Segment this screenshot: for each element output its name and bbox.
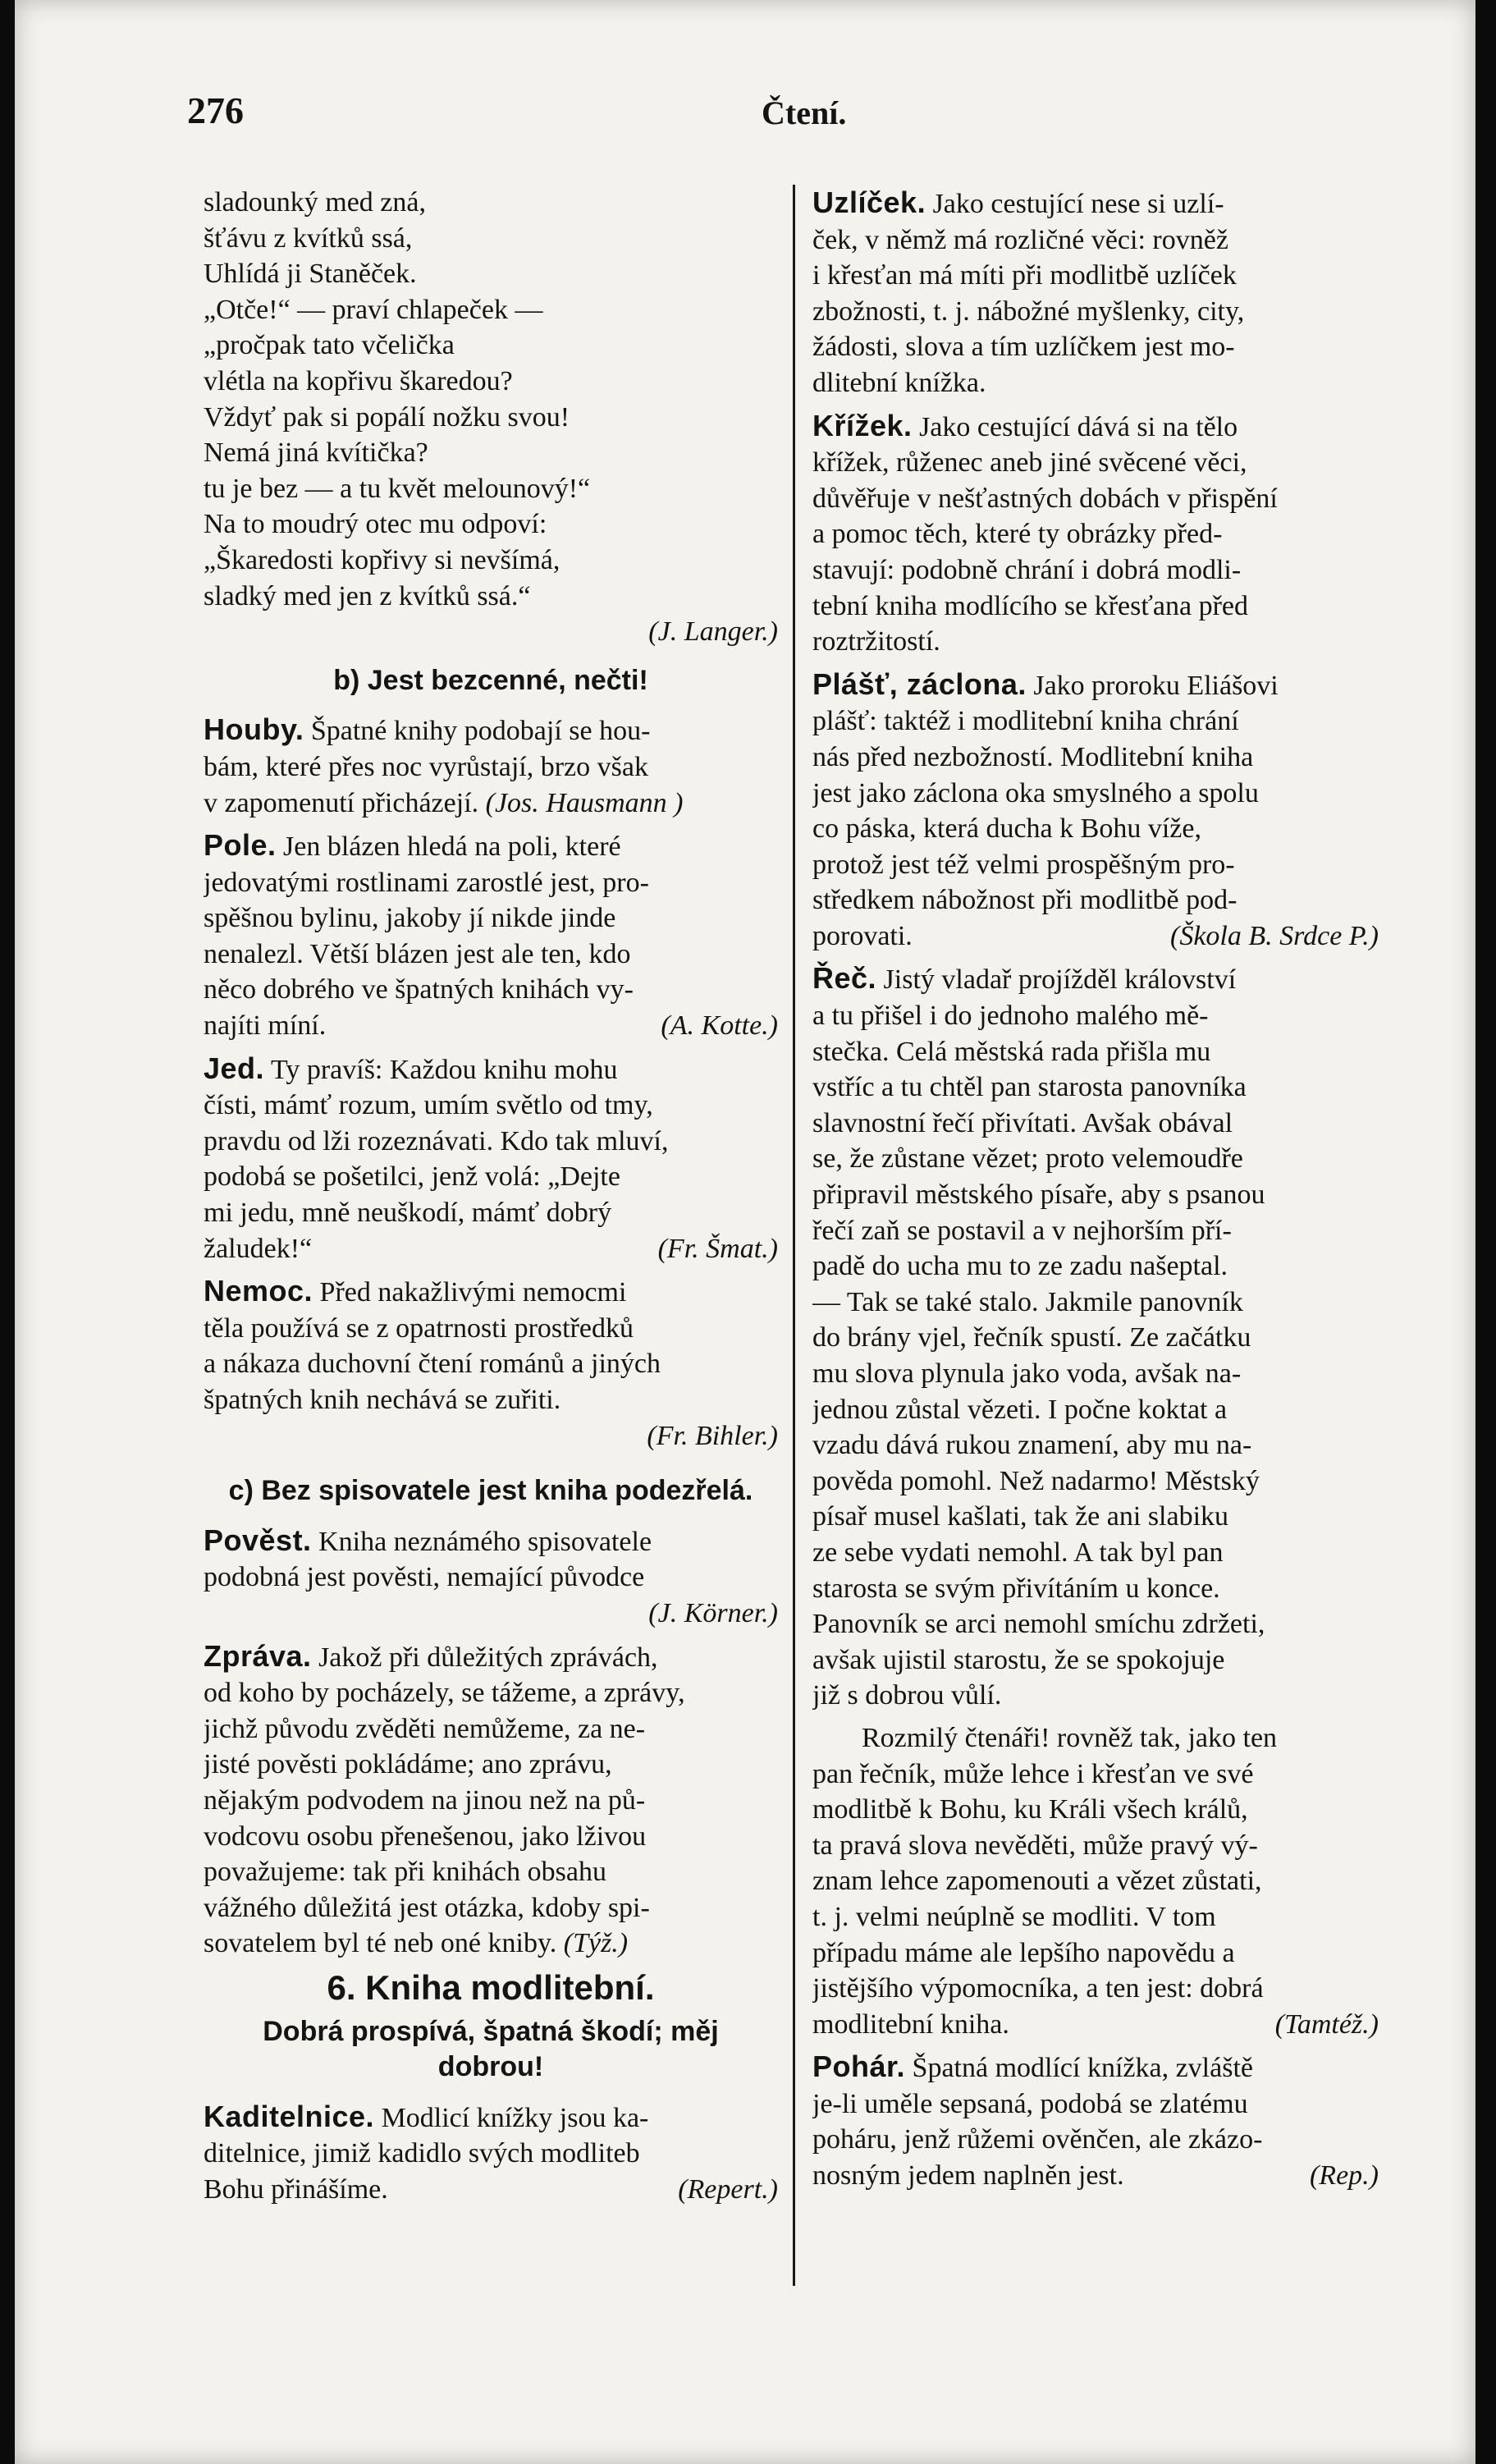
entry-keyword: Jed.	[204, 1051, 265, 1085]
entry-text: jistějšího výpomocníka, a ten jest: dobrá	[812, 1973, 1264, 2004]
entry-text: Jako cestující nese si uzlí-	[932, 189, 1224, 219]
entry-text: bám, které přes noc vyrůstají, brzo však	[204, 751, 648, 782]
entry-text: ditelnice, jimiž kadidlo svých modliteb	[204, 2138, 640, 2169]
entry-text: vstříc a tu chtěl pan starosta panovníka	[812, 1072, 1247, 1103]
citation: (J. Langer.)	[648, 616, 778, 648]
entry-text: čísti, mámť rozum, umím světlo od tmy,	[204, 1090, 653, 1121]
entry-keyword: Nemoc.	[204, 1274, 313, 1308]
citation: (Tamtéž.)	[1274, 2008, 1379, 2040]
entry-text: jest jako záclona oka smyslného a spolu	[812, 777, 1259, 808]
entry-text: Rozmilý čtenáři! rovněž tak, jako ten	[862, 1722, 1278, 1753]
entry-text: protož jest též velmi prospěšným pro-	[812, 849, 1235, 880]
entry-text: se, že zůstane vězet; proto velemoudře	[812, 1143, 1243, 1175]
entry-pohar	[812, 2049, 1379, 2193]
column-divider	[793, 185, 795, 2286]
entry-text: Jako cestující dává si na tělo	[919, 411, 1238, 442]
entry-keyword: Houby.	[204, 712, 304, 747]
entry-text: něco dobrého ve špatných knihách vy-	[204, 974, 634, 1005]
entry-text: vzadu dává rukou znamení, aby mu na-	[812, 1430, 1252, 1461]
entry-text: Ty pravíš: Každou knihu mohu	[270, 1054, 618, 1085]
entry-text: mi jedu, mně neuškodí, mámť dobrý	[204, 1198, 612, 1229]
entry-text: Panovník se arci nemohl smíchu zdržeti,	[812, 1609, 1265, 1640]
entry-text: a nákaza duchovní čtení románů a jiných	[204, 1349, 661, 1380]
entry-text: a tu přišel i do jednoho malého mě-	[812, 1001, 1209, 1032]
entry-text: dlitební knížka.	[812, 367, 986, 398]
entry-text: Bohu přinášíme.	[204, 2173, 388, 2205]
entry-zprava	[204, 1638, 778, 1962]
entry-text: jedovatými rostlinami zarostlé jest, pro-	[204, 867, 649, 898]
entry-text: písař musel kašlati, tak že ani slabiku	[812, 1501, 1229, 1532]
entry-text: případu máme ale lepšího napovědu a	[812, 1937, 1235, 1968]
entry-pole	[204, 827, 778, 1044]
entry-text: ze sebe vydati nemohl. A tak byl pan	[812, 1537, 1224, 1568]
entry-text: Před nakažlivými nemocmi	[319, 1277, 627, 1308]
entry-keyword: Plášť, záclona.	[812, 666, 1027, 701]
entry-text: Špatná modlící knížka, zvláště	[912, 2053, 1253, 2084]
entry-keyword: Pověst.	[204, 1523, 312, 1557]
entry-text: plášť: taktéž i modlitební kniha chrání	[812, 706, 1239, 737]
entry-text: avšak ujistil starostu, že se spokojuje	[812, 1644, 1225, 1675]
entry-text: důvěřuje v nešťastných dobách v přispění	[812, 483, 1278, 514]
entry-nemoc	[204, 1273, 778, 1454]
subheading-b: b) Jest bezcenné, nečti!	[333, 664, 648, 696]
entry-text: nás před nezbožností. Modlitební kniha	[812, 741, 1254, 772]
left-column	[204, 185, 778, 2214]
entry-text: žádosti, slova a tím uzlíčkem jest mo-	[812, 332, 1235, 363]
entry-text: vážného důležitá jest otázka, kdoby spi-	[204, 1892, 650, 1923]
entry-text: považujeme: tak při knihách obsahu	[204, 1857, 606, 1888]
entry-text: od koho by pocházely, se tážeme, a zprávy,	[204, 1678, 685, 1709]
poem-line: Na to moudrý otec mu odpoví:	[204, 509, 547, 540]
entry-text: stavují: podobně chrání i dobrá modli-	[812, 554, 1242, 585]
entry-keyword: Uzlíček.	[812, 185, 926, 219]
entry-text: i křesťan má míti při modlitbě uzlíček	[812, 260, 1237, 291]
entry-text: tební kniha modlícího se křesťana před	[812, 590, 1248, 621]
poem-line: Nemá jiná kvítička?	[204, 437, 428, 469]
poem-line: Vždyť pak si popálí nožku svou!	[204, 401, 570, 433]
entry-text: sovatelem byl té neb oné kniby.	[204, 1928, 557, 1959]
entry-text: jichž původu zvěděti nemůžeme, za ne-	[204, 1713, 646, 1744]
entry-text: Kniha neznámého spisovatele	[318, 1526, 652, 1557]
book-page	[15, 0, 1475, 2464]
poem-line: „Škaredosti kopřivy si nevšímá,	[204, 544, 560, 575]
entry-text: a pomoc těch, které ty obrázky před-	[812, 519, 1223, 550]
entry-text: — Tak se také stalo. Jakmile panovník	[812, 1286, 1243, 1317]
entry-text: zbožnosti, t. j. nábožné myšlenky, city,	[812, 295, 1245, 327]
poem-line: šťávu z kvítků ssá,	[204, 222, 413, 254]
citation: (Týž.)	[563, 1928, 629, 1959]
entry-text: t. j. velmi neúplně se modliti. V tom	[812, 1901, 1216, 1932]
entry-jed	[204, 1051, 778, 1267]
entry-text: Jistý vladař projížděl království	[883, 964, 1237, 996]
poem-line: sladounký med zná,	[204, 187, 426, 218]
section-motto-line: Dobrá prospívá, špatná škodí; měj	[263, 2015, 719, 2047]
entry-text: je-li uměle sepsaná, podobá se zlatému	[812, 2088, 1248, 2119]
subheading-c: c) Bez spisovatele jest kniha podezřelá.	[228, 1475, 753, 1507]
right-column	[812, 185, 1379, 2201]
poem	[204, 185, 778, 650]
entry-keyword: Řeč.	[812, 961, 877, 996]
entry-text: připravil městského písaře, aby s psanou	[812, 1179, 1265, 1211]
entry-text: řečí zaň se postavil a v nejhorším pří-	[812, 1215, 1232, 1246]
entry-text: slavnostní řečí přivítati. Avšak obával	[812, 1107, 1233, 1138]
entry-text: pan řečník, může lehce i křesťan ve své	[812, 1758, 1254, 1789]
page-number: 276	[187, 89, 244, 131]
entry-text: padě do ucha mu to ze zadu našeptal.	[812, 1251, 1228, 1282]
entry-uzlicek	[812, 185, 1379, 401]
entry-text: do brány vjel, řečník spustí. Ze začátku	[812, 1322, 1251, 1353]
citation: (Fr. Bihler.)	[647, 1420, 778, 1451]
entry-krizek	[812, 408, 1379, 660]
entry-text: pravdu od lži rozeznávati. Kdo tak mluví,	[204, 1125, 669, 1156]
entry-rec	[812, 960, 1379, 1713]
entry-text: nějakým podvodem na jinou než na pů-	[204, 1784, 646, 1816]
entry-text: Modlicí knížky jsou ka-	[381, 2102, 649, 2133]
entry-text: středkem nábožnost při modlitbě pod-	[812, 885, 1238, 916]
entry-keyword: Pole.	[204, 828, 277, 863]
entry-text: pověda pomohl. Než nadarmo! Městský	[812, 1465, 1260, 1496]
entry-povest	[204, 1523, 778, 1632]
poem-line: Uhlídá ji Staněček.	[204, 259, 417, 290]
entry-keyword: Pohár.	[812, 2050, 906, 2084]
citation: (Repert.)	[678, 2173, 778, 2205]
poem-line: sladký med jen z kvítků ssá.“	[204, 580, 531, 611]
entry-keyword: Křížek.	[812, 408, 913, 442]
entry-text: modlitbě k Bohu, ku Králi všech králů,	[812, 1794, 1248, 1825]
entry-text: nenalezl. Větší blázen jest ale ten, kdo	[204, 938, 631, 969]
poem-line: tu je bez — a tu květ melounový!“	[204, 473, 591, 504]
entry-kaditelnice	[204, 2099, 778, 2208]
entry-text: jisté pověsti pokládáme; ano zprávu,	[204, 1749, 612, 1780]
entry-text: najíti míní.	[204, 1010, 327, 1042]
entry-text: Jako proroku Eliášovi	[1033, 670, 1279, 701]
entry-text: modlitební kniha.	[812, 2008, 1009, 2040]
entry-text: ta pravá slova nevěděti, může pravý vý-	[812, 1830, 1258, 1861]
entry-keyword: Zpráva.	[204, 1638, 312, 1673]
citation: (A. Kotte.)	[661, 1010, 778, 1042]
entry-text: těla používá se z opatrnosti prostředků	[204, 1312, 634, 1344]
page-header	[187, 89, 1443, 138]
entry-text: znam lehce zapomenouti a vězet zůstati,	[812, 1866, 1262, 1897]
entry-text: mu slova plynula jako voda, avšak na-	[812, 1358, 1242, 1389]
running-head: Čtení.	[762, 94, 847, 131]
entry-text: ček, v němž má rozličné věci: rovněž	[812, 224, 1228, 255]
poem-line: „Otče!“ — praví chlapeček —	[204, 294, 543, 325]
citation: (Škola B. Srdce P.)	[1170, 920, 1379, 951]
entry-text: roztržitostí.	[812, 626, 940, 657]
entry-text: co páska, která ducha k Bohu víže,	[812, 813, 1201, 845]
entry-text: nosným jedem naplněn jest.	[812, 2160, 1124, 2191]
entry-text: již s dobrou vůlí.	[812, 1680, 1002, 1711]
section-motto-line: dobrou!	[437, 2051, 544, 2083]
entry-text: stečka. Celá městská rada přišla mu	[812, 1036, 1211, 1067]
entry-text: poháru, jenž růžemi ověnčen, ale zkázo-	[812, 2124, 1263, 2155]
entry-text: v zapomenutí přicházejí.	[204, 787, 479, 818]
section-title: 6. Kniha modlitební.	[327, 1967, 655, 2007]
entry-text: podobá se pošetilci, jenž volá: „Dejte	[204, 1161, 620, 1193]
entry-houby	[204, 712, 778, 821]
entry-text: Jen blázen hledá na poli, které	[283, 831, 621, 863]
entry-text: spěšnou bylinu, jakoby jí nikde jinde	[204, 903, 616, 934]
entry-text: žaludek!“	[204, 1233, 313, 1264]
poem-line: vlétla na kopřivu škaredou?	[204, 365, 513, 396]
entry-text: Jakož při důležitých zprávách,	[318, 1642, 658, 1673]
citation: (Rep.)	[1309, 2160, 1379, 2191]
entry-plast	[812, 666, 1379, 955]
entry-text: Špatné knihy podobají se hou-	[310, 716, 651, 747]
entry-text: křížek, růženec aneb jiné svěcené věci,	[812, 447, 1247, 479]
entry-text: porovati.	[812, 920, 913, 951]
entry-rozmily	[812, 1720, 1379, 2042]
citation: (J. Körner.)	[648, 1597, 778, 1628]
entry-keyword: Kaditelnice.	[204, 2099, 375, 2133]
entry-text: špatných knih nechává se zuřiti.	[204, 1385, 561, 1415]
entry-text: vodcovu osobu přenešenou, jako lživou	[204, 1821, 647, 1852]
entry-text: starosta se svým přivítáním u konce.	[812, 1573, 1220, 1604]
entry-text: jednou zůstal vězeti. I počne koktat a	[812, 1394, 1228, 1425]
poem-line: „pročpak tato včelička	[204, 330, 455, 361]
entry-text: podobná jest pověsti, nemající původce	[204, 1562, 645, 1593]
citation: (Jos. Hausmann )	[485, 787, 684, 818]
citation: (Fr. Šmat.)	[657, 1233, 778, 1264]
